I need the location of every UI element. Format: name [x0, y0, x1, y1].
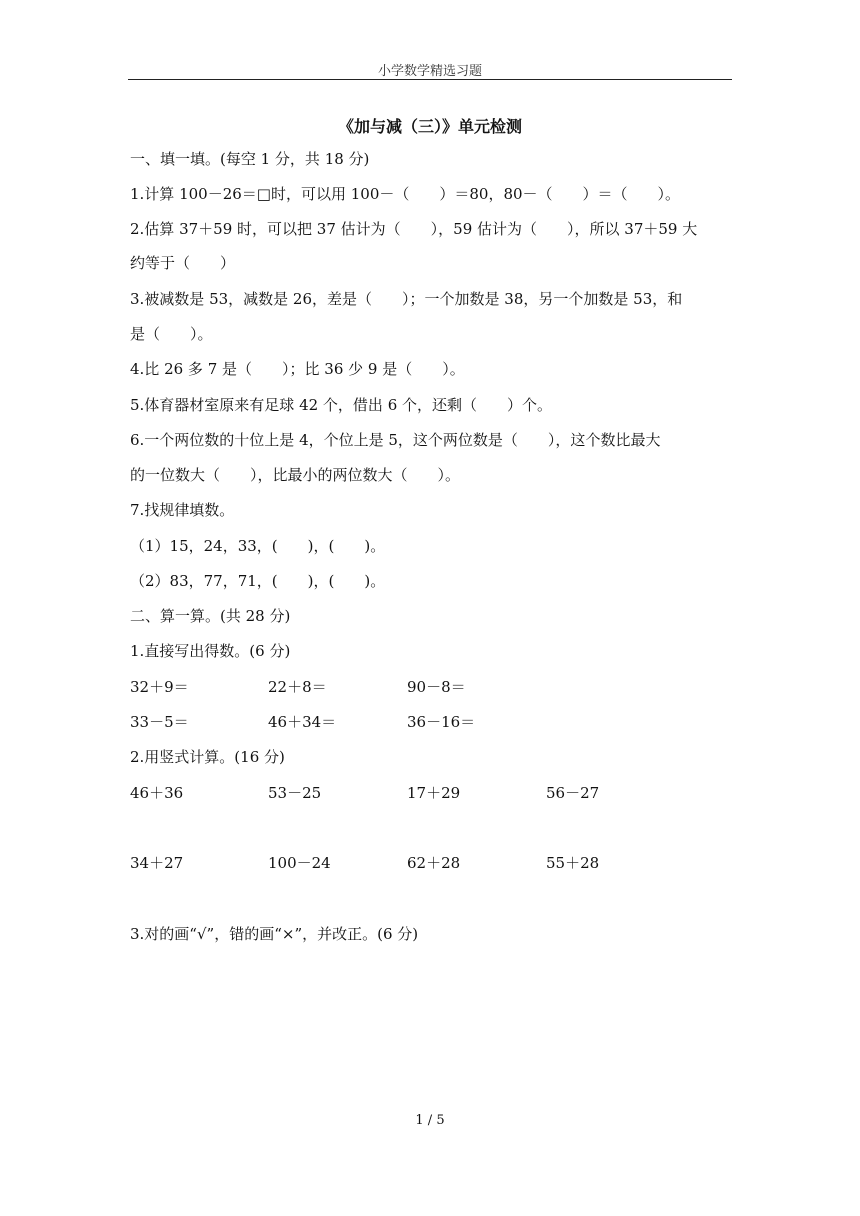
- question-1: 1.计算 100－26＝□时，可以用 100－（ ）＝80，80－（ ）＝（ ）。: [130, 185, 681, 203]
- question-2-line2: 约等于（ ）: [130, 254, 236, 272]
- column-calc-item: 55＋28: [546, 854, 600, 872]
- mental-math-item: 33－5＝: [130, 713, 189, 731]
- page-header: 小学数学精选习题: [377, 64, 482, 79]
- question-7: 7.找规律填数。: [130, 501, 235, 519]
- question-4: 4.比 26 多 7 是（ ）；比 36 少 9 是（ ）。: [130, 360, 465, 378]
- mental-math-item: 36－16＝: [407, 713, 476, 731]
- question-5: 5.体育器材室原来有足球 42 个，借出 6 个，还剩（ ）个。: [130, 396, 553, 414]
- column-calc-item: 100－24: [268, 854, 331, 872]
- question-6-line2: 的一位数大（ ），比最小的两位数大（ ）。: [130, 466, 461, 484]
- part1-heading: 1.直接写出得数。(6 分): [130, 642, 291, 660]
- mental-math-item: 90－8＝: [407, 678, 466, 696]
- column-calc-item: 53－25: [268, 784, 322, 802]
- mental-math-item: 22＋8＝: [268, 678, 327, 696]
- header-rule: [128, 79, 732, 80]
- question-3-line1: 3.被减数是 53，减数是 26，差是（ ）；一个加数是 38，另一个加数是 53，和: [130, 290, 683, 308]
- page-number: 1 / 5: [415, 1113, 445, 1128]
- question-7-part1: （1）15，24，33，( )，( )。: [130, 537, 386, 555]
- page-title: 《加与减（三）》单元检测: [337, 117, 522, 136]
- question-2-line1: 2.估算 37＋59 时，可以把 37 估计为（ ），59 估计为（ ），所以 37＋59 大: [130, 220, 698, 238]
- question-6-line1: 6.一个两位数的十位上是 4，个位上是 5，这个两位数是（ ），这个数比最大: [130, 431, 661, 449]
- mental-math-item: 46＋34＝: [268, 713, 337, 731]
- part3-heading: 3.对的画“√”，错的画“×”，并改正。(6 分): [130, 925, 419, 943]
- section2-heading: 二、算一算。(共 28 分): [130, 607, 291, 625]
- column-calc-item: 46＋36: [130, 784, 184, 802]
- section1-heading: 一、填一填。(每空 1 分，共 18 分): [130, 150, 370, 168]
- column-calc-item: 34＋27: [130, 854, 184, 872]
- column-calc-item: 17＋29: [407, 784, 461, 802]
- column-calc-item: 62＋28: [407, 854, 461, 872]
- column-calc-item: 56－27: [546, 784, 600, 802]
- part2-heading: 2.用竖式计算。(16 分): [130, 748, 285, 766]
- mental-math-item: 32＋9＝: [130, 678, 189, 696]
- question-7-part2: （2）83，77，71，( )，( )。: [130, 572, 386, 590]
- question-3-line2: 是（ ）。: [130, 325, 213, 343]
